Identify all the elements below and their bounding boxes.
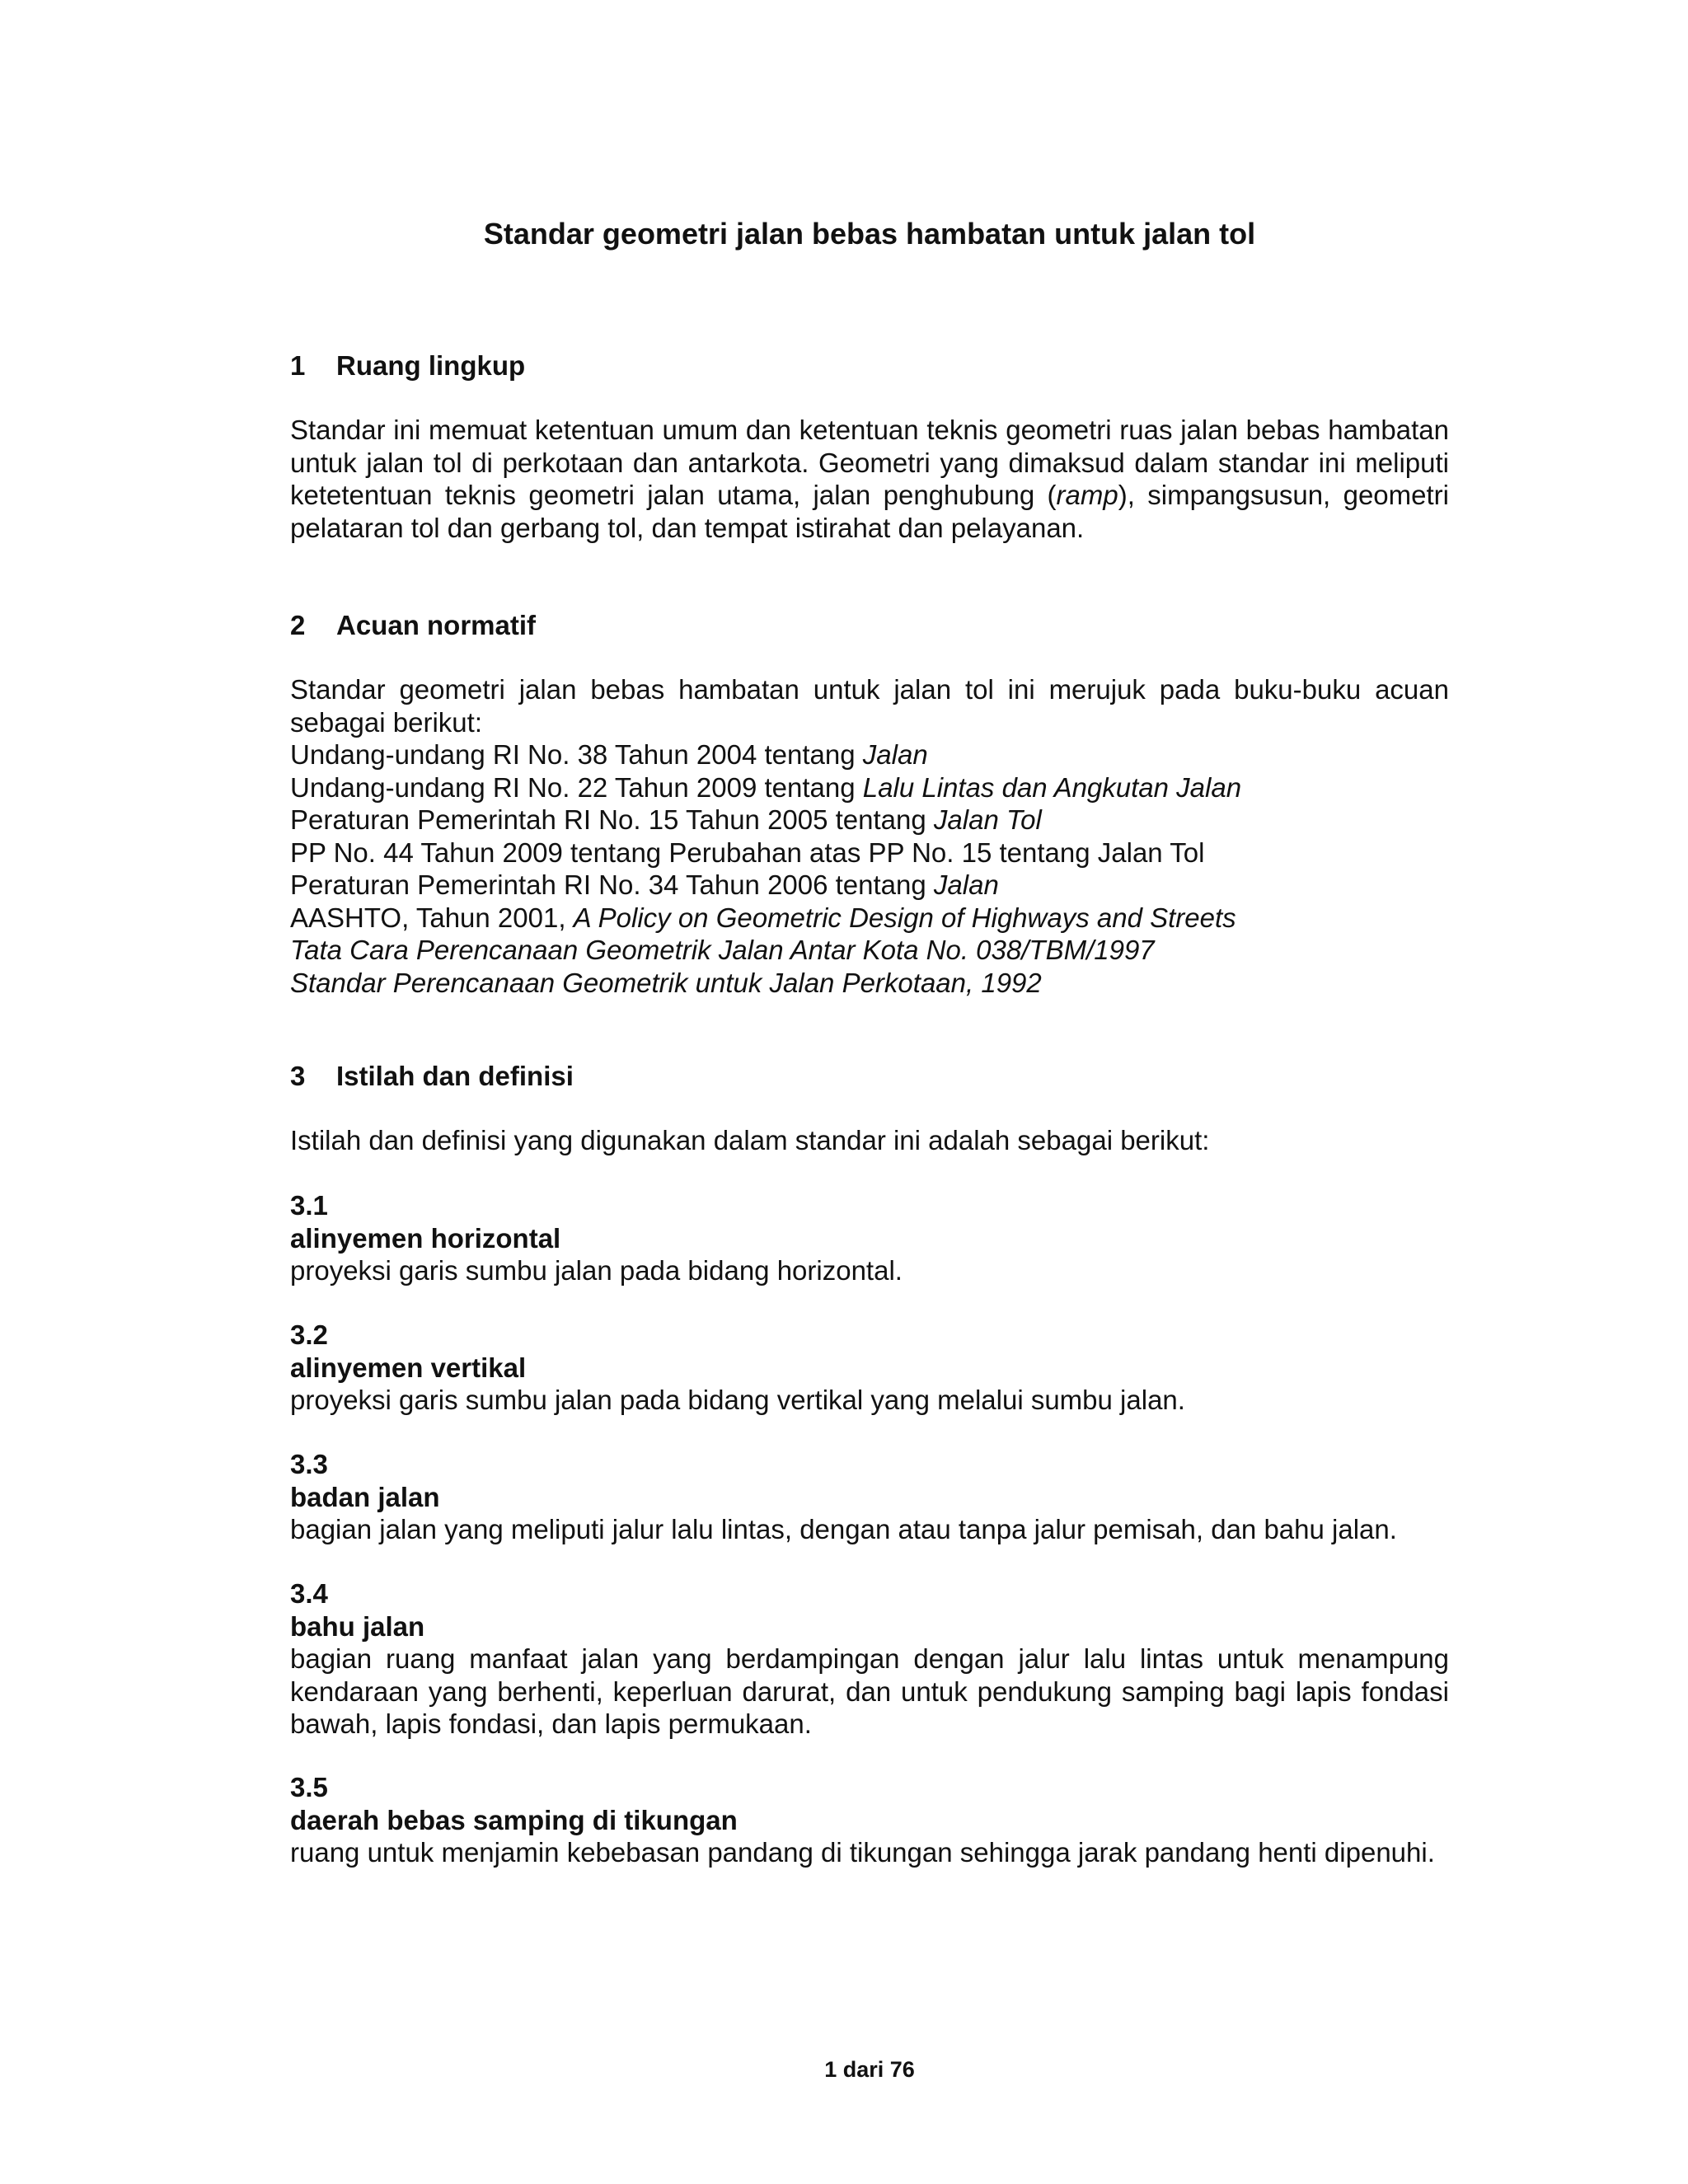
definition-number: 3.2	[290, 1319, 328, 1350]
section-title: Istilah dan definisi	[336, 1061, 574, 1091]
section-title: Acuan normatif	[336, 610, 537, 640]
reference-item: Standar Perencanaan Geometrik untuk Jalan Perkotaan, 1992	[290, 967, 1042, 998]
reference-item: PP No. 44 Tahun 2009 tentang Perubahan atas PP No. 15 tentang Jalan Tol	[290, 837, 1205, 868]
page-number: 1 dari 76	[824, 2057, 915, 2082]
definition-term: alinyemen vertikal	[290, 1352, 527, 1383]
definition-text: proyeksi garis sumbu jalan pada bidang horizontal.	[290, 1255, 903, 1286]
definition-term: bahu jalan	[290, 1610, 425, 1642]
reference-item: Peraturan Pemerintah RI No. 15 Tahun 2005 tentang Jalan Tol	[290, 804, 1042, 835]
definition-text: bagian ruang manfaat jalan yang berdampingan dengan jalur lalu lintas untuk menampung kendaraan yang berhenti, keperluan darurat, dan untuk pendukung samping bagi lapis fondasi bawah, lapis fondasi, dan lapis permukaan.	[290, 1643, 1449, 1739]
reference-item: AASHTO, Tahun 2001, A Policy on Geometric Design of Highways and Streets	[290, 902, 1236, 933]
definition-3-3	[290, 1448, 1449, 1546]
definition-number: 3.5	[290, 1772, 328, 1802]
section-1-paragraph	[290, 414, 1449, 544]
reference-list	[290, 738, 1449, 999]
paragraph-text-continued: ), simpangsusun, geometri pelataran tol dan gerbang tol, dan tempat istirahat dan pelayanan.	[290, 480, 1449, 543]
definition-number: 3.3	[290, 1449, 328, 1479]
section-2-intro: Standar geometri jalan bebas hambatan untuk jalan tol ini merujuk pada buku-buku acuan sebagai berikut:	[290, 674, 1449, 738]
definition-3-5	[290, 1771, 1449, 1869]
section-title: Ruang lingkup	[336, 350, 526, 381]
document-title: Standar geometri jalan bebas hambatan untuk jalan tol	[483, 217, 1256, 251]
paragraph-italic-term: ramp	[1056, 480, 1118, 510]
reference-item: Tata Cara Perencanaan Geometrik Jalan Antar Kota No. 038/TBM/1997	[290, 935, 1155, 965]
definition-number: 3.4	[290, 1578, 328, 1609]
section-number: 3	[290, 1061, 306, 1091]
section-3-heading	[290, 1060, 574, 1093]
section-2-heading	[290, 609, 536, 642]
definition-text: bagian jalan yang meliputi jalur lalu lintas, dengan atau tanpa jalur pemisah, dan bahu jalan.	[290, 1514, 1397, 1544]
definition-term: alinyemen horizontal	[290, 1222, 561, 1254]
section-number: 2	[290, 610, 306, 640]
definition-text: proyeksi garis sumbu jalan pada bidang vertikal yang melalui sumbu jalan.	[290, 1385, 1185, 1415]
document-page	[290, 0, 1449, 2184]
definition-3-2	[290, 1319, 1449, 1417]
definition-3-1	[290, 1189, 1449, 1287]
definition-3-4	[290, 1577, 1449, 1741]
definition-text: ruang untuk menjamin kebebasan pandang di tikungan sehingga jarak pandang henti dipenuhi.	[290, 1837, 1435, 1868]
definition-term: badan jalan	[290, 1481, 440, 1512]
section-3-intro: Istilah dan definisi yang digunakan dalam standar ini adalah sebagai berikut:	[290, 1125, 1210, 1155]
reference-item: Undang-undang RI No. 38 Tahun 2004 tentang Jalan	[290, 739, 928, 770]
definition-term: daerah bebas samping di tikungan	[290, 1804, 738, 1835]
reference-item: Peraturan Pemerintah RI No. 34 Tahun 2006 tentang Jalan	[290, 869, 999, 900]
paragraph-text: Standar ini memuat ketentuan umum dan ketentuan teknis geometri ruas jalan bebas hambatan untuk jalan tol di perkotaan dan antarkota. Geometri yang dimaksud dalam standar ini meliputi ketetentuan teknis geometri jalan utama, jalan penghubung (	[290, 415, 1449, 510]
section-1-heading	[290, 349, 525, 382]
definition-number: 3.1	[290, 1190, 328, 1221]
section-number: 1	[290, 350, 306, 381]
reference-item: Undang-undang RI No. 22 Tahun 2009 tentang Lalu Lintas dan Angkutan Jalan	[290, 771, 1242, 803]
